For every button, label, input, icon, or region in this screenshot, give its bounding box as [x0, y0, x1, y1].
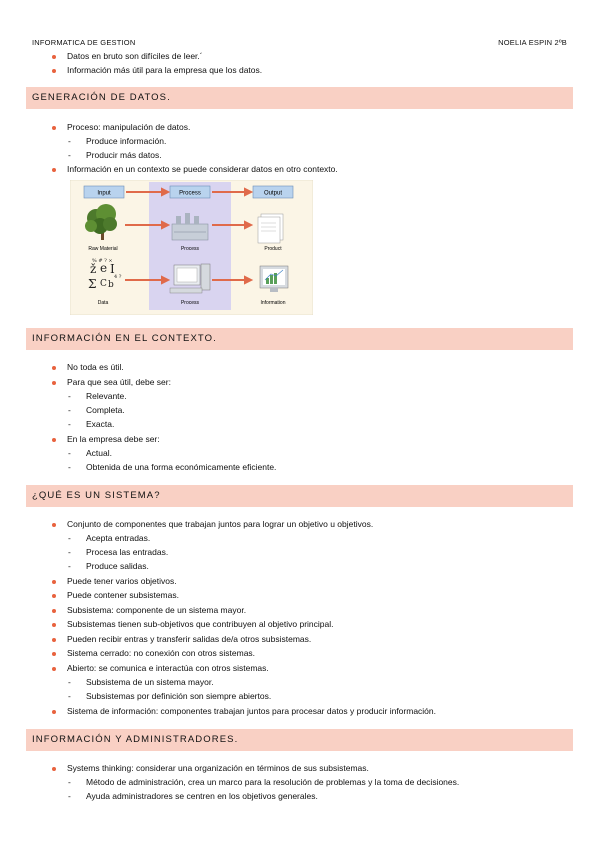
information-label: Information: [260, 300, 286, 306]
bullet-dot: [52, 580, 56, 584]
bullet-dot: [52, 168, 56, 172]
data-process-diagram: [70, 180, 313, 315]
product-label: Product: [264, 246, 282, 252]
bullet-dot: [52, 594, 56, 598]
svg-text:C: C: [100, 279, 107, 289]
raw-material-label: Raw Material: [88, 246, 118, 252]
bullet-dot: [52, 667, 56, 671]
svg-text:Σ: Σ: [88, 277, 97, 291]
bullet-dot: [52, 69, 56, 73]
svg-text:4 ?: 4 ?: [114, 274, 122, 280]
bullet-dot: [52, 609, 56, 613]
section-heading: GENERACIÓN DE DATOS.: [26, 87, 573, 109]
process-label: Process: [179, 190, 201, 197]
document-header-left: INFORMATICA DE GESTION: [32, 38, 136, 47]
computer-process-label: Process: [180, 300, 200, 306]
data-label: Data: [97, 300, 109, 306]
document-header-right: NOELIA ESPIN 2ºB: [498, 38, 567, 47]
bullet-dot: [52, 55, 56, 59]
bullet-dot: [52, 652, 56, 656]
bullet-dot: [52, 623, 56, 627]
bullet-dot: [52, 438, 56, 442]
bullet-dot: [52, 366, 56, 370]
section-heading: ¿QUÉ ES UN SISTEMA?: [26, 485, 573, 507]
bullet-dot: [52, 767, 56, 771]
factory-process-label: Process: [180, 246, 200, 252]
svg-text:e: e: [100, 261, 108, 275]
bullet-dot: [52, 381, 56, 385]
information-monitor-icon: [260, 266, 288, 292]
svg-text:b: b: [108, 280, 114, 290]
bullet-dot: [52, 710, 56, 714]
output-label: Output: [263, 190, 283, 197]
computer-icon: [170, 264, 210, 293]
section-heading: INFORMACIÓN EN EL CONTEXTO.: [26, 328, 573, 350]
bullet-dot: [52, 523, 56, 527]
product-paper-icon: [258, 214, 283, 243]
input-label: Input: [97, 190, 111, 197]
bullet-dot: [52, 126, 56, 130]
bullet-dot: [52, 638, 56, 642]
section-heading: INFORMACIÓN Y ADMINISTRADORES.: [26, 729, 573, 751]
svg-text:ž: ž: [90, 262, 97, 276]
svg-text:I: I: [110, 262, 115, 276]
svg-text:% # ? ×: % # ? ×: [92, 258, 113, 264]
